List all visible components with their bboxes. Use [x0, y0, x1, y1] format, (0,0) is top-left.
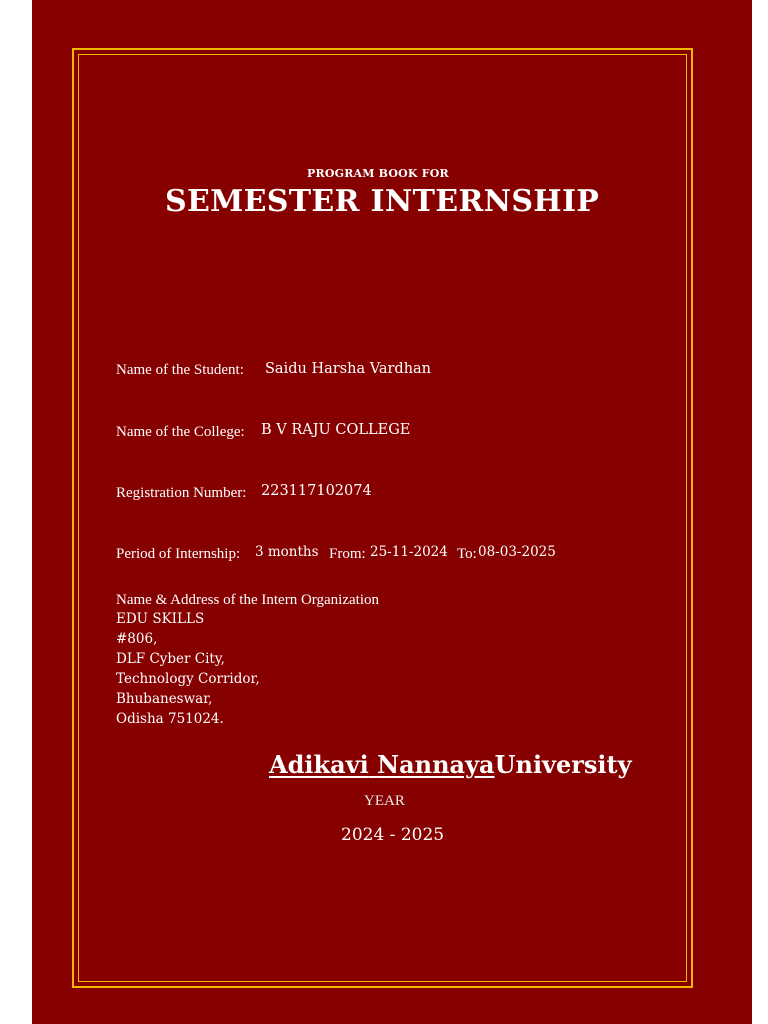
program-book-label: PROGRAM BOOK FOR [307, 167, 449, 180]
student-name-value: Saidu Harsha Vardhan [265, 361, 432, 377]
page-title: SEMESTER INTERNSHIP [165, 184, 600, 219]
address-line: #806, [116, 631, 158, 647]
address-line: EDU SKILLS [116, 611, 205, 627]
address-line: DLF Cyber City, [116, 651, 225, 667]
university-name-part: Adikavi [269, 750, 369, 779]
university-name-part: Nannaya [377, 750, 495, 779]
to-date: 08-03-2025 [478, 544, 556, 560]
college-value: B V RAJU COLLEGE [261, 422, 411, 438]
address-line: Technology Corridor, [116, 671, 260, 687]
period-value: 3 months [255, 544, 319, 560]
organization-heading: Name & Address of the Intern Organization [116, 592, 379, 608]
registration-value: 223117102074 [261, 483, 372, 499]
registration-label: Registration Number: [116, 485, 247, 501]
year-label: YEAR [364, 793, 405, 809]
address-line: Odisha 751024. [116, 711, 224, 727]
from-date: 25-11-2024 [370, 544, 448, 560]
to-label: To: [457, 546, 477, 562]
university-name-part: University [494, 750, 632, 779]
period-label: Period of Internship: [116, 546, 241, 562]
organization-address [116, 591, 379, 729]
year-value: 2024 - 2025 [341, 825, 445, 845]
cover-page [32, 0, 752, 1024]
university-name [269, 750, 632, 779]
college-label: Name of the College: [116, 424, 245, 440]
address-line: Bhubaneswar, [116, 691, 213, 707]
student-name-label: Name of the Student: [116, 362, 244, 378]
from-label: From: [329, 546, 366, 562]
